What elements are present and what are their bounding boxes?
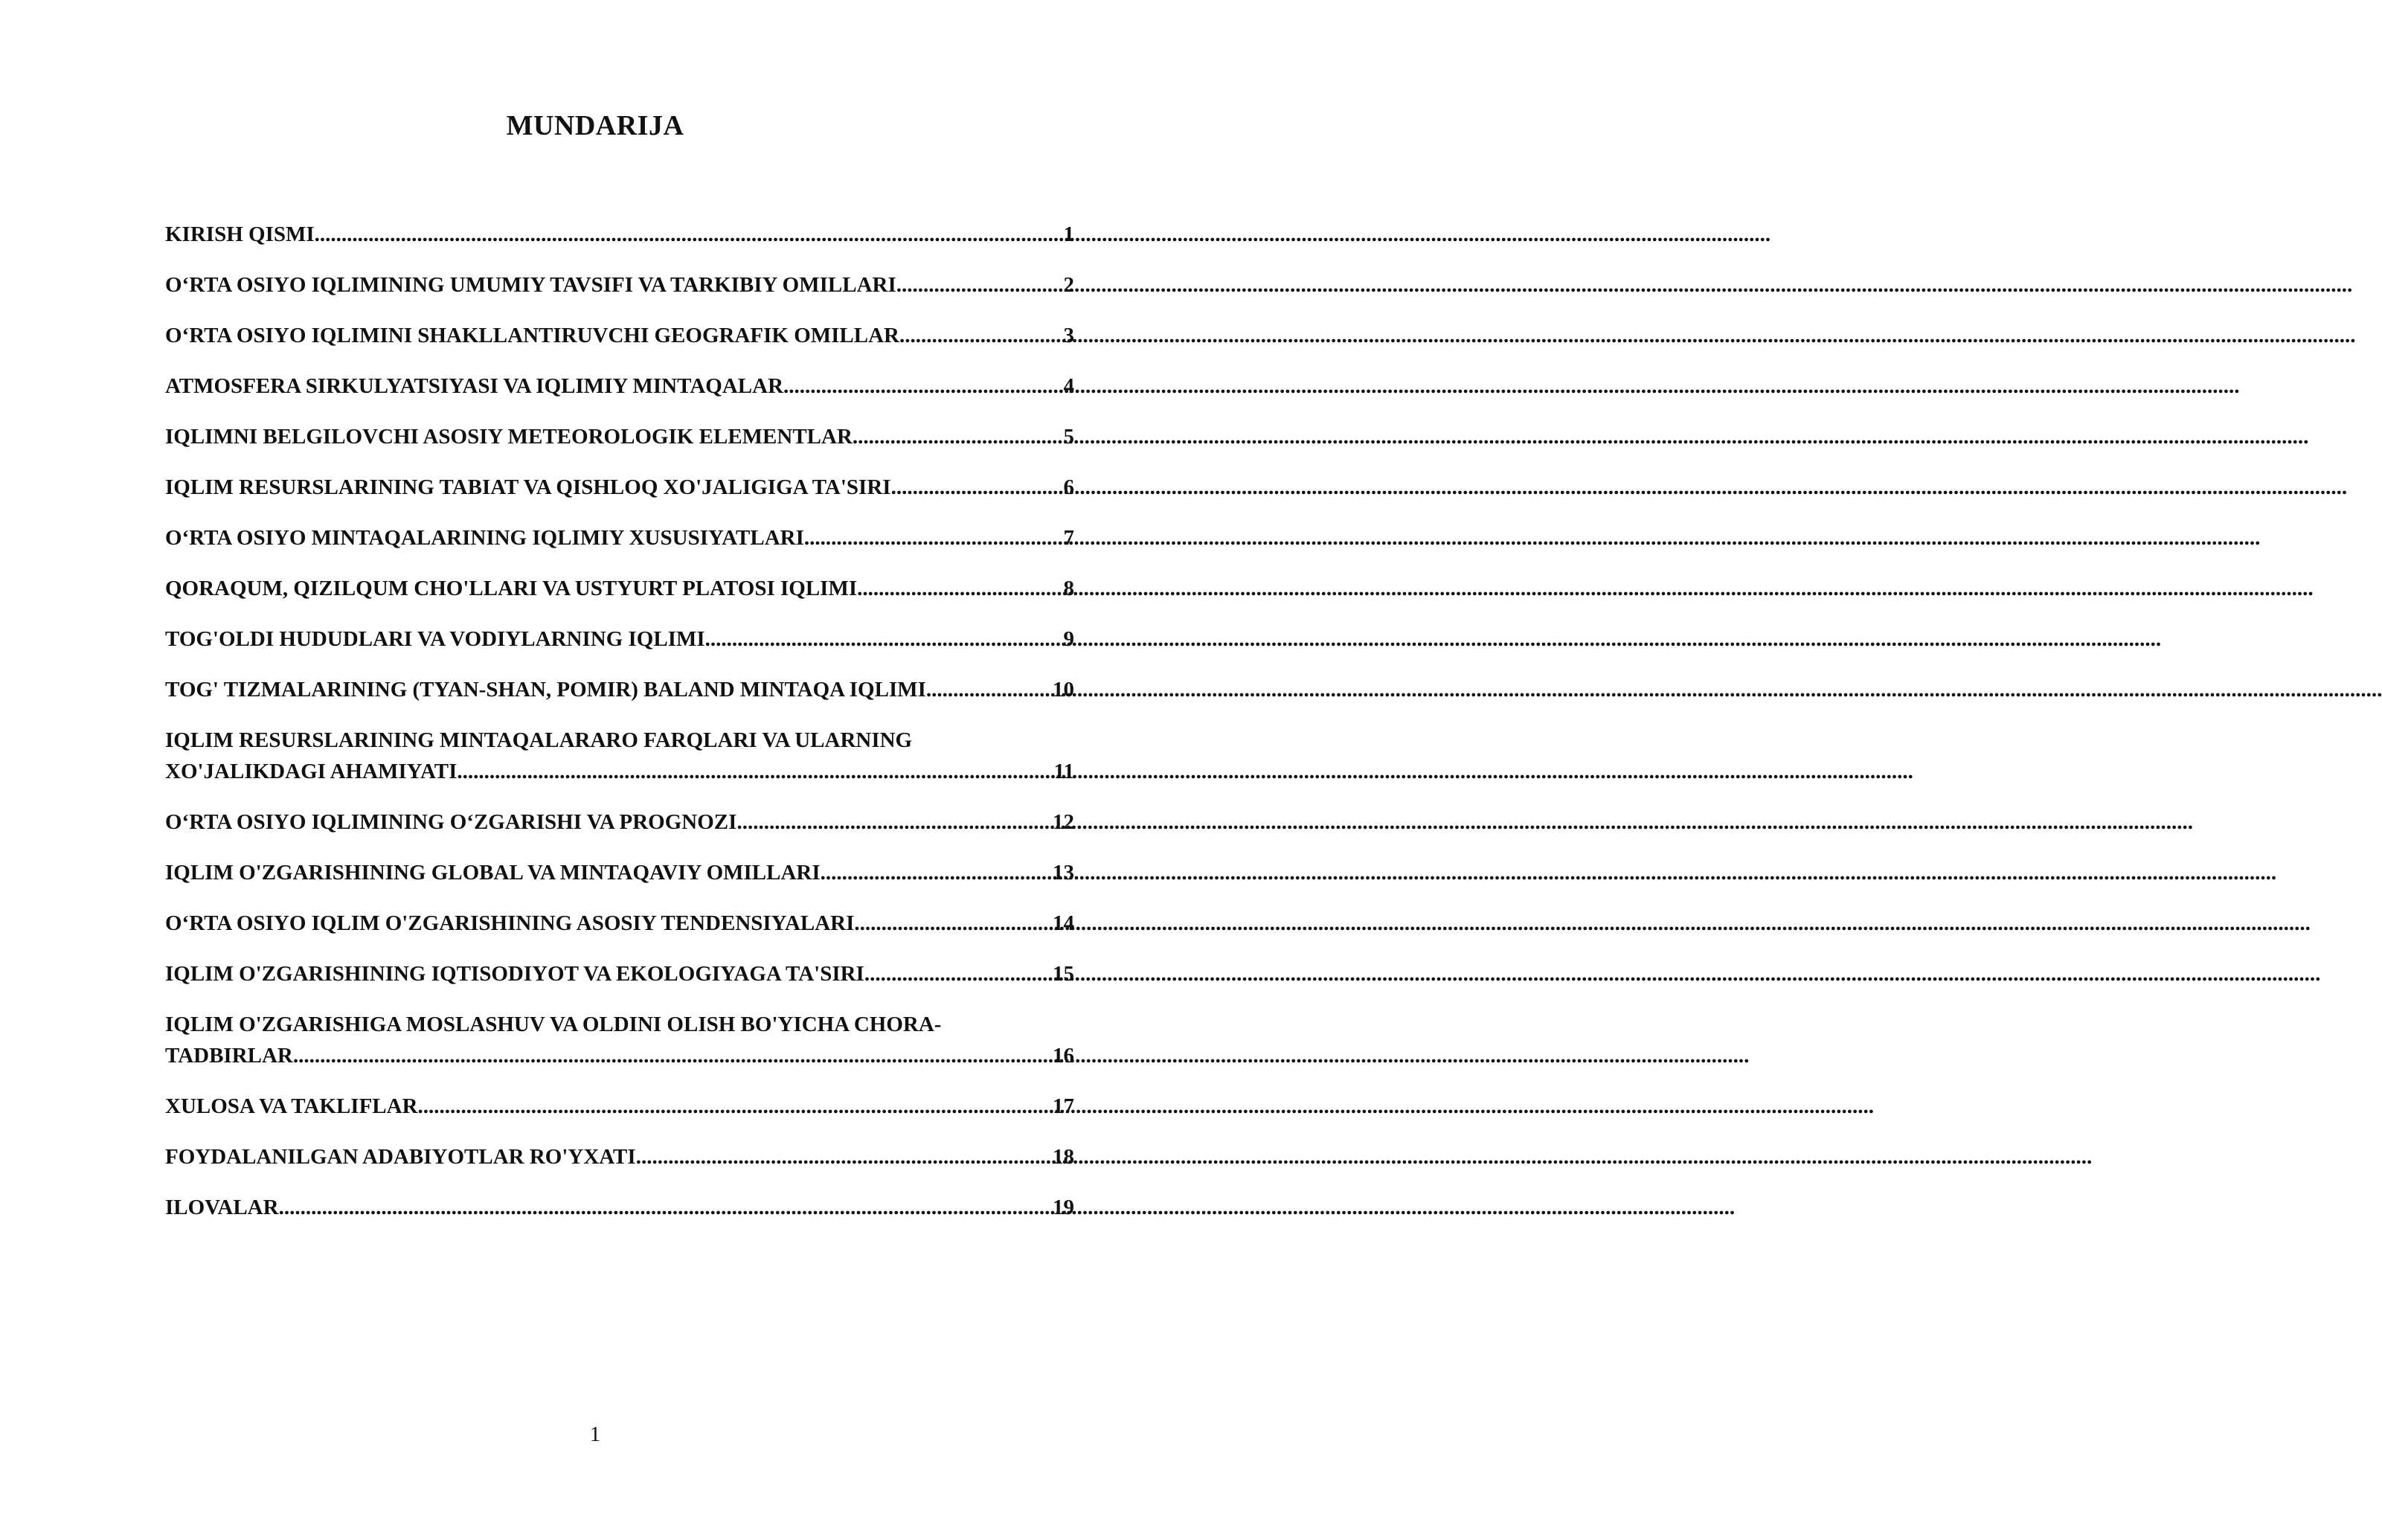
toc-entry-title: ATMOSFERA SIRKULYATSIYASI VA IQLIMIY MINTAQALAR [165, 374, 784, 398]
toc-leader-dots [457, 756, 1052, 787]
toc-leader-dots [891, 472, 1062, 503]
toc-leader-dots [899, 320, 1062, 351]
toc-entry-title: IQLIM RESURSLARINING TABIAT VA QISHLOQ XO'JALIGIGA TA'SIRI [165, 475, 891, 499]
toc-page-number: 13 [1053, 861, 1074, 885]
toc-leader-dots [821, 857, 1051, 888]
toc-page-number: 8 [1063, 577, 1074, 600]
toc-leader-dots [418, 1091, 1051, 1122]
toc-entry-title: ILOVALAR [165, 1196, 279, 1219]
toc-page-number: 6 [1063, 475, 1074, 499]
toc-page-number: 19 [1053, 1196, 1074, 1219]
toc-entry-line [165, 421, 1074, 452]
toc-entry[interactable] [165, 320, 1074, 351]
toc-entry-title: IQLIM O'ZGARISHINING GLOBAL VA MINTAQAVIY OMILLARI [165, 861, 821, 885]
toc-entry-line [165, 1141, 1074, 1172]
toc-entry-title: KIRISH QISMI [165, 222, 315, 246]
toc-page-number: 17 [1053, 1094, 1074, 1118]
toc-entry-line [165, 573, 1074, 604]
toc-entry[interactable] [165, 472, 1074, 503]
toc-entry[interactable] [165, 1141, 1074, 1172]
toc-page-number: 2 [1063, 273, 1074, 297]
toc-entry-line [165, 1040, 1074, 1071]
toc-page-number: 4 [1063, 374, 1074, 398]
toc-entry-title: O‘RTA OSIYO IQLIMINING UMUMIY TAVSIFI VA TARKIBIY OMILLARI [165, 273, 896, 297]
toc-entry-line [165, 908, 1074, 939]
toc-page-number: 15 [1053, 962, 1074, 986]
toc-entry[interactable] [165, 857, 1074, 888]
toc-page-number: 14 [1053, 911, 1074, 935]
toc-entry-title: TADBIRLAR [165, 1044, 293, 1068]
toc-entry-line [165, 269, 1074, 301]
toc-entry-line [165, 674, 1074, 705]
toc-leader-dots [854, 908, 1051, 939]
toc-entry-line [165, 320, 1074, 351]
toc-entry-title: O‘RTA OSIYO IQLIM O'ZGARISHINING ASOSIY TENDENSIYALARI [165, 911, 855, 935]
toc-entry[interactable] [165, 958, 1074, 989]
toc-leader-dots [804, 522, 1062, 554]
toc-entry-line [165, 958, 1074, 989]
toc-entry-title: XO'JALIKDAGI AHAMIYATI [165, 760, 458, 783]
toc-page-number: 5 [1063, 425, 1074, 449]
toc-entry-title: IQLIM O'ZGARISHINING IQTISODIYOT VA EKOLOGIYAGA TA'SIRI [165, 962, 864, 986]
toc-entry-line [165, 522, 1074, 554]
toc-entry-line [165, 857, 1074, 888]
toc-leader-dots [896, 269, 1062, 301]
toc-entry-title: FOYDALANILGAN ADABIYOTLAR RO'YXATI [165, 1145, 636, 1169]
toc-entry-title: TOG' TIZMALARINING (TYAN-SHAN, POMIR) BALAND MINTAQA IQLIMI [165, 678, 926, 702]
toc-entry[interactable] [165, 908, 1074, 939]
toc-entry[interactable] [165, 269, 1074, 301]
page-title: MUNDARIJA [506, 110, 684, 141]
toc-leader-dots [926, 674, 1051, 705]
toc-page-number: 7 [1063, 526, 1074, 550]
toc-entry[interactable] [165, 725, 1074, 787]
toc-leader-dots [783, 370, 1062, 402]
toc-entry[interactable] [165, 806, 1074, 838]
toc-entry-line [165, 756, 1074, 787]
toc-entry[interactable] [165, 421, 1074, 452]
toc-entry-line [165, 623, 1074, 655]
toc-page-number: 10 [1053, 678, 1074, 702]
document-page [0, 0, 1190, 1540]
toc-page-number: 3 [1063, 324, 1074, 347]
toc-entry-title-line: IQLIM RESURSLARINING MINTAQALARARO FARQLARI VA ULARNING [165, 728, 913, 752]
toc-page-number: 11 [1053, 760, 1074, 783]
toc-entry-title: O‘RTA OSIYO IQLIMINING O‘ZGARISHI VA PROGNOZI [165, 810, 737, 834]
toc-entry-line [165, 219, 1074, 250]
toc-entry[interactable] [165, 674, 1074, 705]
toc-leader-dots [279, 1192, 1051, 1223]
toc-entry[interactable] [165, 623, 1074, 655]
toc-entry-line [165, 1091, 1074, 1122]
toc-leader-dots [736, 806, 1051, 838]
toc-entry-line [165, 806, 1074, 838]
toc-entry-title: IQLIMNI BELGILOVCHI ASOSIY METEOROLOGIK ELEMENTLAR [165, 425, 853, 449]
toc-page-number: 16 [1053, 1044, 1074, 1068]
toc-entry[interactable] [165, 1192, 1074, 1223]
toc-page-number: 18 [1053, 1145, 1074, 1169]
toc-entry[interactable] [165, 1091, 1074, 1122]
toc-entry[interactable] [165, 573, 1074, 604]
toc-entry-line [165, 1192, 1074, 1223]
toc-leader-dots [864, 958, 1051, 989]
toc-entry-title-line: IQLIM O'ZGARISHIGA MOSLASHUV VA OLDINI OLISH BO'YICHA CHORA- [165, 1013, 942, 1036]
toc-leader-dots [293, 1040, 1051, 1071]
toc-entry-title: TOG'OLDI HUDUDLARI VA VODIYLARNING IQLIMI [165, 627, 705, 651]
toc-entry[interactable] [165, 522, 1074, 554]
toc-leader-dots [857, 573, 1062, 604]
toc-entry[interactable] [165, 370, 1074, 402]
toc-page-number: 12 [1053, 810, 1074, 834]
toc-entry-title: O‘RTA OSIYO IQLIMINI SHAKLLANTIRUVCHI GEOGRAFIK OMILLAR [165, 324, 899, 347]
page-number: 1 [589, 1422, 601, 1446]
toc-leader-dots [853, 421, 1062, 452]
toc-entry[interactable] [165, 219, 1074, 250]
toc-entry-line [165, 472, 1074, 503]
toc-leader-dots [705, 623, 1062, 655]
toc-entry[interactable] [165, 1009, 1074, 1071]
toc-leader-dots [315, 219, 1062, 250]
toc-leader-dots [636, 1141, 1051, 1172]
toc-page-number: 9 [1063, 627, 1074, 651]
toc-entry-title: QORAQUM, QIZILQUM CHO'LLARI VA USTYURT PLATOSI IQLIMI [165, 577, 858, 600]
toc-page-number: 1 [1063, 222, 1074, 246]
toc-entry-line [165, 370, 1074, 402]
table-of-contents [165, 219, 1074, 1242]
toc-entry-title: O‘RTA OSIYO MINTAQALARINING IQLIMIY XUSUSIYATLARI [165, 526, 804, 550]
toc-entry-title: XULOSA VA TAKLIFLAR [165, 1094, 418, 1118]
